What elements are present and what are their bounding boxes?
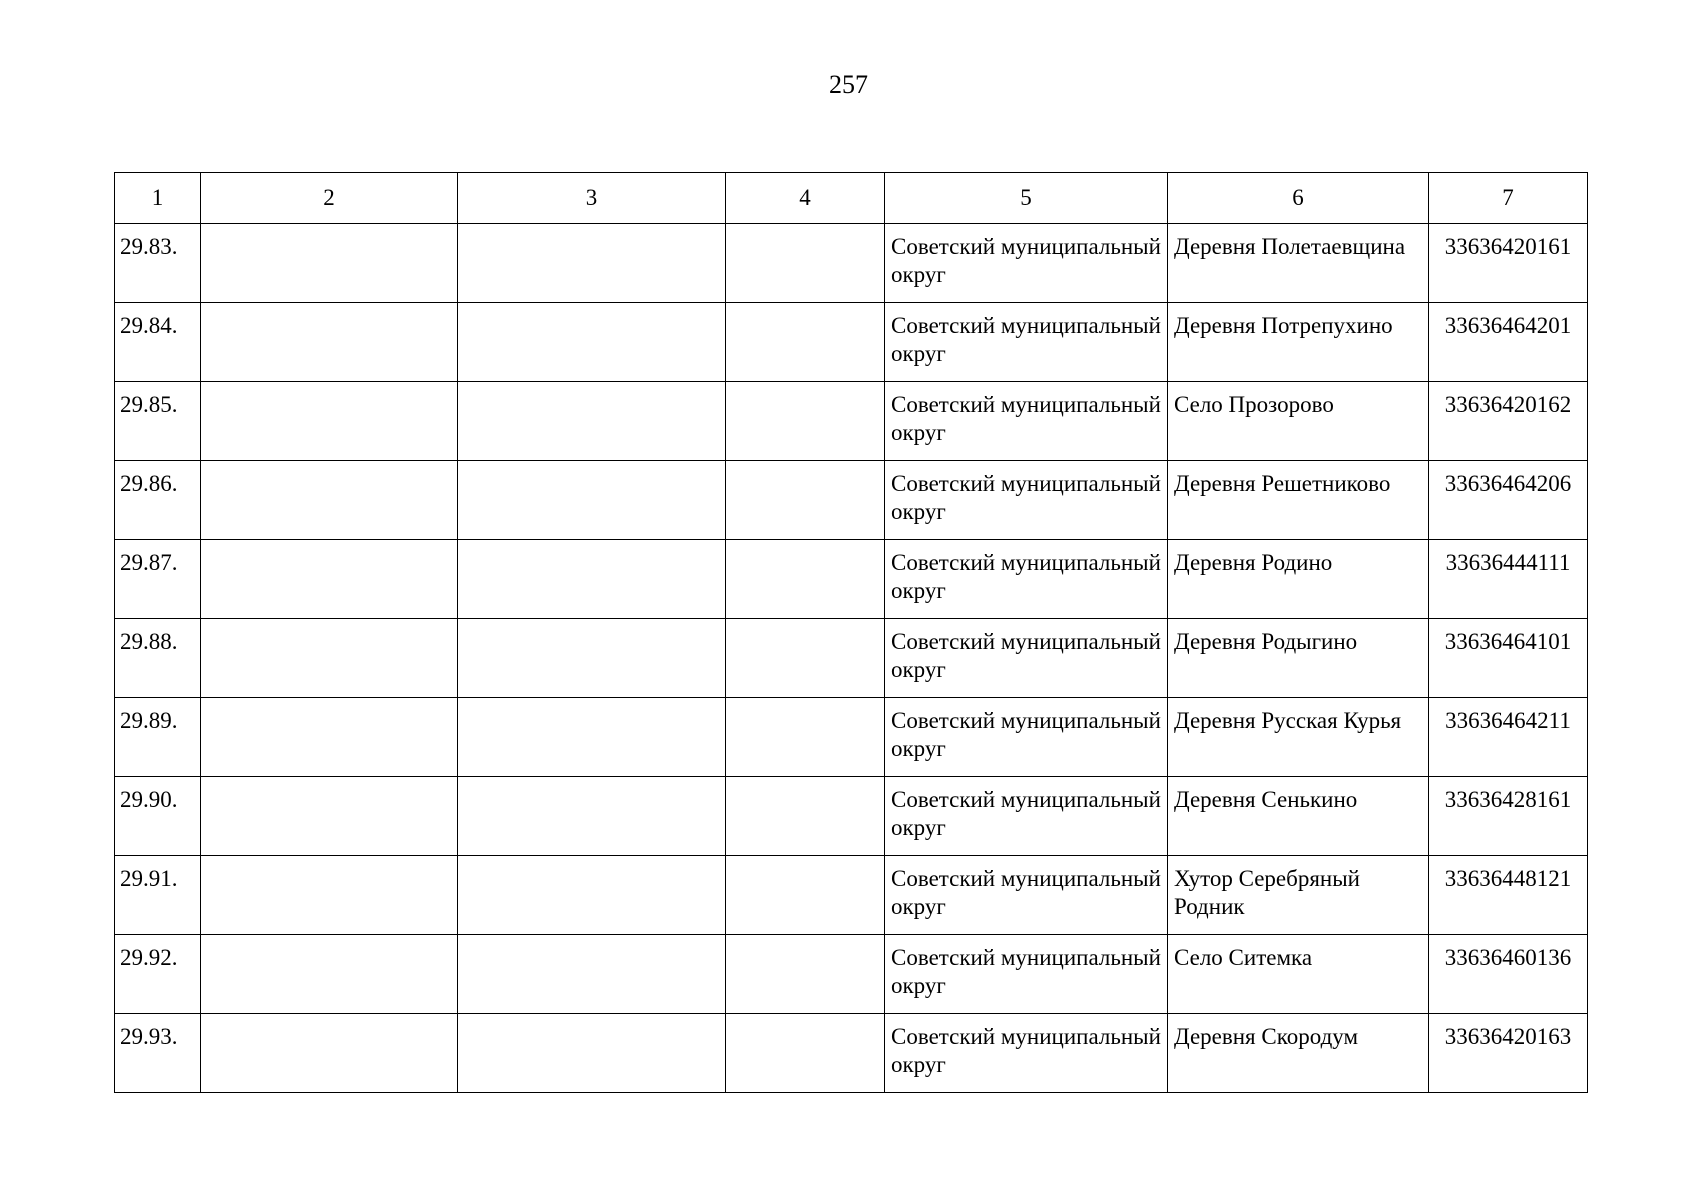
cell-col-2 bbox=[201, 935, 458, 1014]
cell-col-2 bbox=[201, 777, 458, 856]
oktmo-code-cell: 33636428161 bbox=[1429, 777, 1588, 856]
settlement-cell: Деревня Русская Курья bbox=[1168, 698, 1429, 777]
column-header-4: 4 bbox=[726, 173, 885, 224]
column-header-3: 3 bbox=[458, 173, 726, 224]
table-row bbox=[115, 1014, 1588, 1093]
cell-col-2 bbox=[201, 461, 458, 540]
oktmo-code-cell: 33636464201 bbox=[1429, 303, 1588, 382]
cell-col-4 bbox=[726, 619, 885, 698]
oktmo-code-cell: 33636420163 bbox=[1429, 1014, 1588, 1093]
cell-col-2 bbox=[201, 224, 458, 303]
table-body bbox=[115, 224, 1588, 1093]
row-number: 29.84. bbox=[115, 303, 201, 382]
table-row bbox=[115, 619, 1588, 698]
settlement-cell: Хутор Серебряный Родник bbox=[1168, 856, 1429, 935]
oktmo-code-cell: 33636464211 bbox=[1429, 698, 1588, 777]
settlement-cell: Деревня Родино bbox=[1168, 540, 1429, 619]
cell-col-4 bbox=[726, 540, 885, 619]
district-cell: Советский муниципальный округ bbox=[885, 935, 1168, 1014]
row-number: 29.85. bbox=[115, 382, 201, 461]
cell-col-2 bbox=[201, 619, 458, 698]
column-header-6: 6 bbox=[1168, 173, 1429, 224]
cell-col-3 bbox=[458, 698, 726, 777]
cell-col-3 bbox=[458, 382, 726, 461]
cell-col-4 bbox=[726, 224, 885, 303]
table-row bbox=[115, 540, 1588, 619]
cell-col-3 bbox=[458, 777, 726, 856]
cell-col-3 bbox=[458, 461, 726, 540]
cell-col-4 bbox=[726, 303, 885, 382]
oktmo-code-cell: 33636420161 bbox=[1429, 224, 1588, 303]
settlement-cell: Село Прозорово bbox=[1168, 382, 1429, 461]
cell-col-3 bbox=[458, 540, 726, 619]
table-row bbox=[115, 698, 1588, 777]
settlements-table bbox=[114, 172, 1588, 1093]
table-row bbox=[115, 382, 1588, 461]
table-row bbox=[115, 935, 1588, 1014]
table-row bbox=[115, 224, 1588, 303]
district-cell: Советский муниципальный округ bbox=[885, 382, 1168, 461]
cell-col-4 bbox=[726, 698, 885, 777]
table-header bbox=[115, 173, 1588, 224]
oktmo-code-cell: 33636444111 bbox=[1429, 540, 1588, 619]
cell-col-3 bbox=[458, 856, 726, 935]
cell-col-4 bbox=[726, 461, 885, 540]
column-header-2: 2 bbox=[201, 173, 458, 224]
district-cell: Советский муниципальный округ bbox=[885, 698, 1168, 777]
settlement-cell: Деревня Родыгино bbox=[1168, 619, 1429, 698]
district-cell: Советский муниципальный округ bbox=[885, 777, 1168, 856]
oktmo-code-cell: 33636420162 bbox=[1429, 382, 1588, 461]
cell-col-3 bbox=[458, 619, 726, 698]
cell-col-2 bbox=[201, 698, 458, 777]
table-row bbox=[115, 303, 1588, 382]
cell-col-2 bbox=[201, 1014, 458, 1093]
cell-col-2 bbox=[201, 540, 458, 619]
row-number: 29.88. bbox=[115, 619, 201, 698]
row-number: 29.92. bbox=[115, 935, 201, 1014]
oktmo-code-cell: 33636448121 bbox=[1429, 856, 1588, 935]
column-header-1: 1 bbox=[115, 173, 201, 224]
district-cell: Советский муниципальный округ bbox=[885, 224, 1168, 303]
table-row bbox=[115, 856, 1588, 935]
oktmo-code-cell: 33636464206 bbox=[1429, 461, 1588, 540]
cell-col-2 bbox=[201, 382, 458, 461]
settlement-cell: Деревня Решетниково bbox=[1168, 461, 1429, 540]
district-cell: Советский муниципальный округ bbox=[885, 303, 1168, 382]
settlement-cell: Деревня Скородум bbox=[1168, 1014, 1429, 1093]
row-number: 29.89. bbox=[115, 698, 201, 777]
cell-col-4 bbox=[726, 777, 885, 856]
row-number: 29.87. bbox=[115, 540, 201, 619]
settlement-cell: Село Ситемка bbox=[1168, 935, 1429, 1014]
settlement-cell: Деревня Полетаевщина bbox=[1168, 224, 1429, 303]
cell-col-4 bbox=[726, 856, 885, 935]
cell-col-3 bbox=[458, 303, 726, 382]
cell-col-4 bbox=[726, 1014, 885, 1093]
cell-col-3 bbox=[458, 1014, 726, 1093]
row-number: 29.91. bbox=[115, 856, 201, 935]
row-number: 29.83. bbox=[115, 224, 201, 303]
oktmo-code-cell: 33636460136 bbox=[1429, 935, 1588, 1014]
district-cell: Советский муниципальный округ bbox=[885, 540, 1168, 619]
oktmo-code-cell: 33636464101 bbox=[1429, 619, 1588, 698]
cell-col-3 bbox=[458, 224, 726, 303]
settlement-cell: Деревня Потрепухино bbox=[1168, 303, 1429, 382]
column-header-5: 5 bbox=[885, 173, 1168, 224]
page-number: 257 bbox=[829, 70, 868, 99]
row-number: 29.93. bbox=[115, 1014, 201, 1093]
cell-col-4 bbox=[726, 935, 885, 1014]
column-header-7: 7 bbox=[1429, 173, 1588, 224]
cell-col-2 bbox=[201, 303, 458, 382]
row-number: 29.90. bbox=[115, 777, 201, 856]
table-row bbox=[115, 461, 1588, 540]
district-cell: Советский муниципальный округ bbox=[885, 1014, 1168, 1093]
header-row bbox=[115, 173, 1588, 224]
settlement-cell: Деревня Сенькино bbox=[1168, 777, 1429, 856]
table-row bbox=[115, 777, 1588, 856]
district-cell: Советский муниципальный округ bbox=[885, 461, 1168, 540]
cell-col-4 bbox=[726, 382, 885, 461]
row-number: 29.86. bbox=[115, 461, 201, 540]
cell-col-2 bbox=[201, 856, 458, 935]
cell-col-3 bbox=[458, 935, 726, 1014]
district-cell: Советский муниципальный округ bbox=[885, 856, 1168, 935]
district-cell: Советский муниципальный округ bbox=[885, 619, 1168, 698]
